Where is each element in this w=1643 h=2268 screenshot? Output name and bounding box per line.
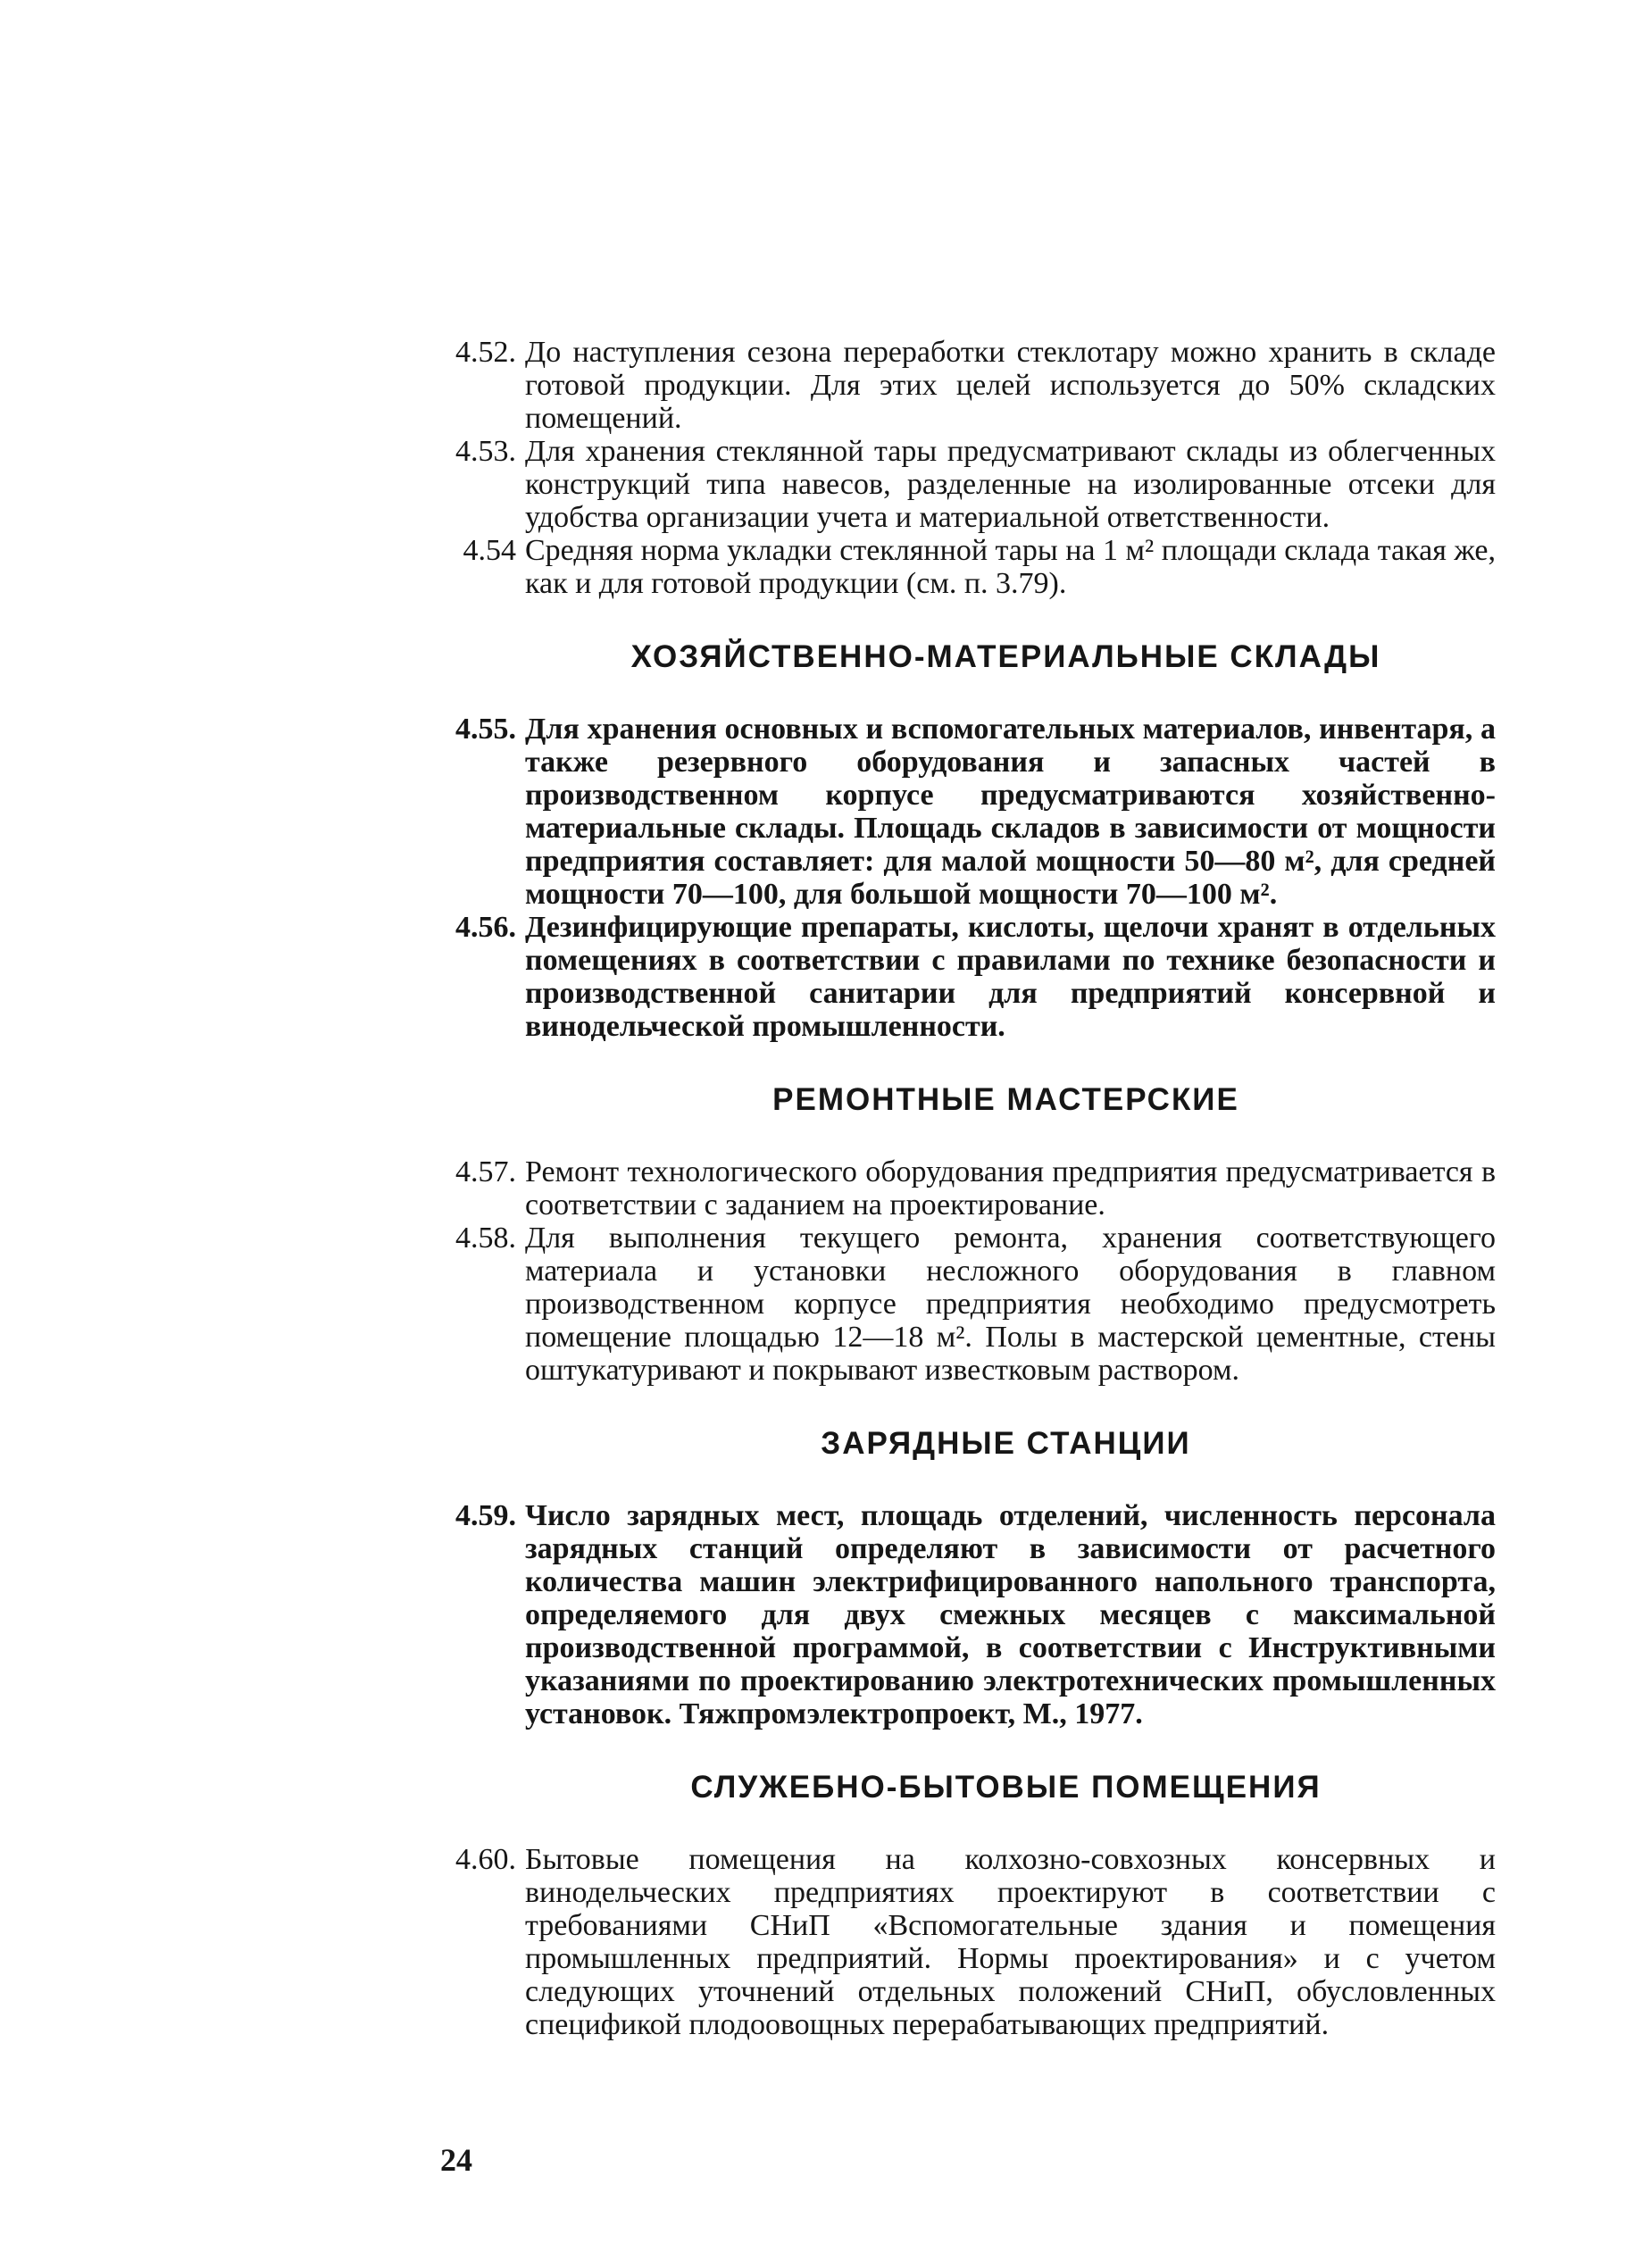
section-heading: ЗАРЯДНЫЕ СТАНЦИИ bbox=[821, 1426, 1191, 1461]
paragraph-text: Ремонт технологического оборудования предприятия предусматривается в соответствии с заданием на проектирование. bbox=[525, 1155, 1496, 1222]
paragraph-text: Для выполнения текущего ремонта, хранения соответствующего материала и установки несложного оборудования в главном производственном корпусе предприятия необходимо предусмотреть помещение площадью 12—18 м². Полы в мастерской цементные, стены оштукатуривают и покрывают известковым раствором. bbox=[525, 1222, 1496, 1387]
paragraph-number: 4.59. bbox=[455, 1499, 516, 1532]
paragraph-4-57 bbox=[438, 1155, 1496, 1222]
paragraph-text: До наступления сезона переработки стеклотару можно хранить в складе готовой продукции. Для этих целей используется до 50% складских помещений. bbox=[525, 336, 1496, 435]
paragraph-text: Для хранения основных и вспомогательных материалов, инвентаря, а также резервного оборудования и запасных частей в производственном корпусе предусматриваются хозяйственно-материальные склады. Площадь складов в зависимости от мощности предприятия составляет: для малой мощности 50—80 м², для средней мощности 70—100, для большой мощности 70—100 м². bbox=[525, 713, 1496, 911]
paragraph-number: 4.56. bbox=[455, 911, 516, 944]
paragraph-number: 4.53. bbox=[455, 435, 516, 468]
paragraph-4-54 bbox=[438, 534, 1496, 600]
paragraph-number: 4.57. bbox=[455, 1155, 516, 1188]
paragraph-4-56 bbox=[438, 911, 1496, 1043]
paragraph-4-59 bbox=[438, 1499, 1496, 1730]
section-heading: ХОЗЯЙСТВЕННО-МАТЕРИАЛЬНЫЕ СКЛАДЫ bbox=[630, 639, 1381, 674]
paragraph-4-58 bbox=[438, 1222, 1496, 1387]
section-charging-stations bbox=[438, 1426, 1496, 1730]
paragraph-text: Число зарядных мест, площадь отделений, численность персонала зарядных станций определяют в зависимости от расчетного количества машин электрифицированного напольного транспорта, определяемого для двух смежных месяцев с максимальной производственной программой, в соответствии с Инструктивными указаниями по проектированию электротехнических промышленных установок. Тяжпромэлектропроект, М., 1977. bbox=[525, 1499, 1496, 1730]
paragraph-number: 4.52. bbox=[455, 336, 516, 369]
section-stekloparta bbox=[438, 336, 1496, 600]
paragraph-text: Для хранения стеклянной тары предусматривают склады из облегченных конструкций типа навесов, разделенные на изолированные отсеки для удобства организации учета и материальной ответственности. bbox=[525, 435, 1496, 534]
section-heading: РЕМОНТНЫЕ МАСТЕРСКИЕ bbox=[772, 1082, 1239, 1117]
section-household-warehouses bbox=[438, 639, 1496, 1043]
paragraph-number: 4.58. bbox=[455, 1222, 516, 1255]
page-number: 24 bbox=[440, 2142, 472, 2178]
paragraph-4-60 bbox=[438, 1843, 1496, 2041]
paragraph-4-52 bbox=[438, 336, 1496, 435]
section-service-rooms bbox=[438, 1770, 1496, 2041]
paragraph-text: Бытовые помещения на колхозно-совхозных консервных и винодельческих предприятиях проектируют в соответствии с требованиями СНиП «Вспомогательные здания и помещения промышленных предприятий. Нормы проектирования» и с учетом следующих уточнений отдельных положений СНиП, обусловленных спецификой плодоовощных перерабатывающих предприятий. bbox=[525, 1843, 1496, 2041]
paragraph-number: 4.54 bbox=[463, 534, 516, 567]
paragraph-4-55 bbox=[438, 713, 1496, 911]
section-heading: СЛУЖЕБНО-БЫТОВЫЕ ПОМЕЩЕНИЯ bbox=[690, 1770, 1322, 1805]
paragraph-number: 4.60. bbox=[455, 1843, 516, 1876]
paragraph-text: Дезинфицирующие препараты, кислоты, щелочи хранят в отдельных помещениях в соответствии с правилами по технике безопасности и производственной санитарии для предприятий консервной и винодельческой промышленности. bbox=[525, 911, 1496, 1043]
paragraph-4-53 bbox=[438, 435, 1496, 534]
paragraph-text: Средняя норма укладки стеклянной тары на 1 м² площади склада такая же, как и для готовой продукции (см. п. 3.79). bbox=[525, 534, 1496, 600]
section-repair-workshops bbox=[438, 1082, 1496, 1387]
document-body bbox=[438, 336, 1496, 2041]
paragraph-number: 4.55. bbox=[455, 713, 516, 746]
